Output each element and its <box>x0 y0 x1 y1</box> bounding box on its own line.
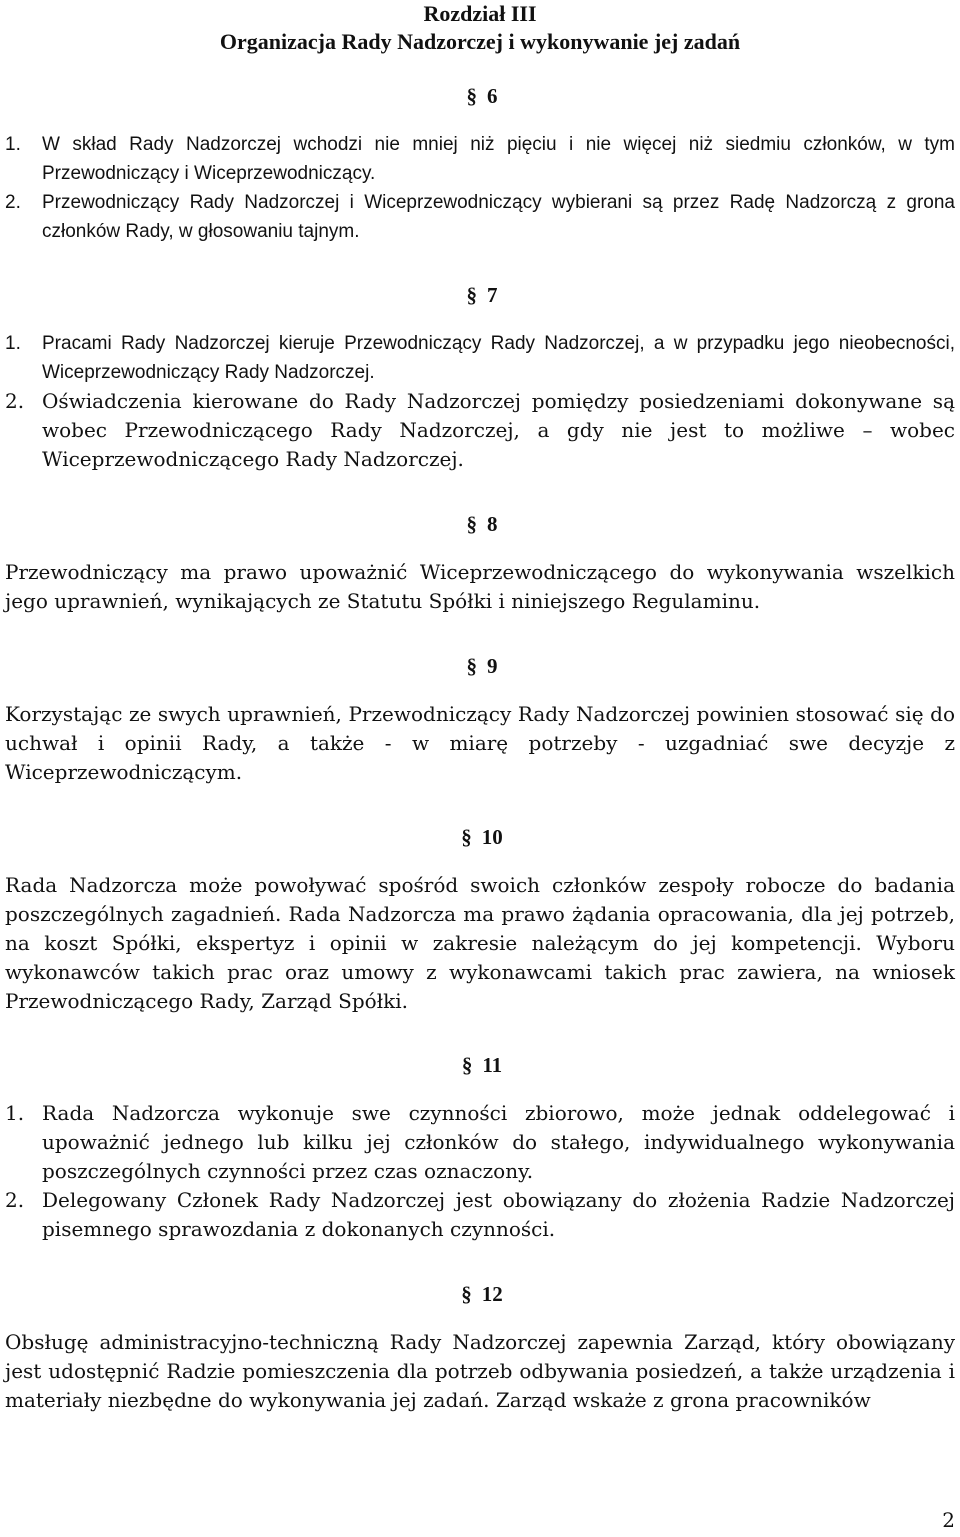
paragraph-number: 9 <box>487 654 498 678</box>
item-number: 1. <box>5 134 21 155</box>
paragraph-text: Przewodniczący ma prawo upoważnić Wiceprzewodniczącego do wykonywania wszelkich jego uprawnień, wynikających ze Statutu Spółki i niniejszego Regulaminu. <box>5 560 955 613</box>
list-item <box>5 329 955 387</box>
item-text: Pracami Rady Nadzorczej kieruje Przewodniczący Rady Nadzorczej, a w przypadku jego nieobecności, Wiceprzewodniczący Rady Nadzorczej. <box>42 333 955 383</box>
paragraph-number: 7 <box>487 283 498 307</box>
section-sign: § <box>466 84 477 108</box>
paragraph-items <box>5 1099 955 1244</box>
paragraph-heading <box>5 1051 955 1079</box>
chapter-number: Rozdział III <box>423 1 537 26</box>
paragraph-heading <box>5 823 955 851</box>
section-sign: § <box>466 283 477 307</box>
paragraph-number: 8 <box>487 512 498 536</box>
paragraph-number: 6 <box>487 84 498 108</box>
paragraph-text: Obsługę administracyjno-techniczną Rady Nadzorczej zapewnia Zarząd, który obowiązany jest udostępnić Radzie pomieszczenia dla potrzeb odbywania posiedzeń, a także urządzenia i materiały niezbędne do wykonywania jej zadań. Zarząd wskaże z grona pracowników <box>5 1330 955 1412</box>
paragraph-8 <box>5 510 955 616</box>
paragraph-heading <box>5 510 955 538</box>
paragraph-7 <box>5 281 955 474</box>
list-item <box>5 188 955 246</box>
item-text: W skład Rady Nadzorczej wchodzi nie mniej niż pięciu i nie więcej niż siedmiu członków, w tym Przewodniczący i Wiceprzewodniczący. <box>42 134 955 184</box>
item-text: Delegowany Członek Rady Nadzorczej jest obowiązany do złożenia Radzie Nadzorczej pisemnego sprawozdania z dokonanych czynności. <box>42 1188 955 1241</box>
paragraph-number: 12 <box>481 1282 503 1306</box>
chapter-title: Organizacja Rady Nadzorczej i wykonywanie jej zadań <box>219 29 741 54</box>
list-item <box>5 130 955 188</box>
document-page <box>5 0 955 1537</box>
paragraph-heading <box>5 82 955 110</box>
section-sign: § <box>466 512 477 536</box>
paragraph-text: Rada Nadzorcza może powoływać spośród swoich członków zespoły robocze do badania poszczególnych zagadnień. Rada Nadzorcza ma prawo żądania opracowania, dla jej potrzeb, na koszt Spółki, ekspertyz i opinii w zakresie należącym do jej kompetencji. Wyboru wykonawców takich prac oraz umowy z wykonawcami takich prac zawiera, na wniosek Przewodniczącego Rady, Zarząd Spółki. <box>5 873 955 1013</box>
list-item <box>5 1099 955 1186</box>
list-item <box>5 1186 955 1244</box>
paragraph-12 <box>5 1280 955 1415</box>
paragraph-items <box>5 329 955 474</box>
list-item <box>5 387 955 474</box>
paragraph-number: 11 <box>482 1053 503 1077</box>
paragraph-number: 10 <box>481 825 503 849</box>
paragraph-10 <box>5 823 955 1016</box>
item-number: 2. <box>5 192 21 213</box>
section-sign: § <box>461 1282 472 1306</box>
item-text: Oświadczenia kierowane do Rady Nadzorczej pomiędzy posiedzeniami dokonywane są wobec Przewodniczącego Rady Nadzorczej, a gdy nie jest to możliwe – wobec Wiceprzewodniczącego Rady Nadzorczej. <box>42 389 955 471</box>
item-number: 2. <box>5 389 25 413</box>
item-text: Przewodniczący Rady Nadzorczej i Wiceprzewodniczący wybierani są przez Radę Nadzorczą z grona członków Rady, w głosowaniu tajnym. <box>42 192 955 242</box>
section-sign: § <box>461 1053 473 1077</box>
paragraph-11 <box>5 1051 955 1244</box>
item-number: 1. <box>5 1101 25 1125</box>
section-sign: § <box>466 654 477 678</box>
paragraph-heading <box>5 1280 955 1308</box>
item-number: 2. <box>5 1188 25 1212</box>
paragraph-6 <box>5 82 955 246</box>
section-sign: § <box>461 825 472 849</box>
paragraph-items <box>5 130 955 246</box>
paragraph-text: Korzystając ze swych uprawnień, Przewodniczący Rady Nadzorczej powinien stosować się do uchwał i opinii Rady, a także - w miarę potrzeby - uzgadniać swe decyzje z Wiceprzewodniczącym. <box>5 702 955 784</box>
paragraph-heading <box>5 652 955 680</box>
item-text: Rada Nadzorcza wykonuje swe czynności zbiorowo, może jednak oddelegować i upoważnić jednego lub kilku jej członków do stałego, indywidualnego wykonywania poszczególnych czynności przez czas oznaczony. <box>42 1101 955 1183</box>
chapter-heading <box>5 0 955 56</box>
paragraph-9 <box>5 652 955 787</box>
page-number: 2 <box>942 1508 955 1532</box>
paragraph-heading <box>5 281 955 309</box>
item-number: 1. <box>5 333 21 354</box>
